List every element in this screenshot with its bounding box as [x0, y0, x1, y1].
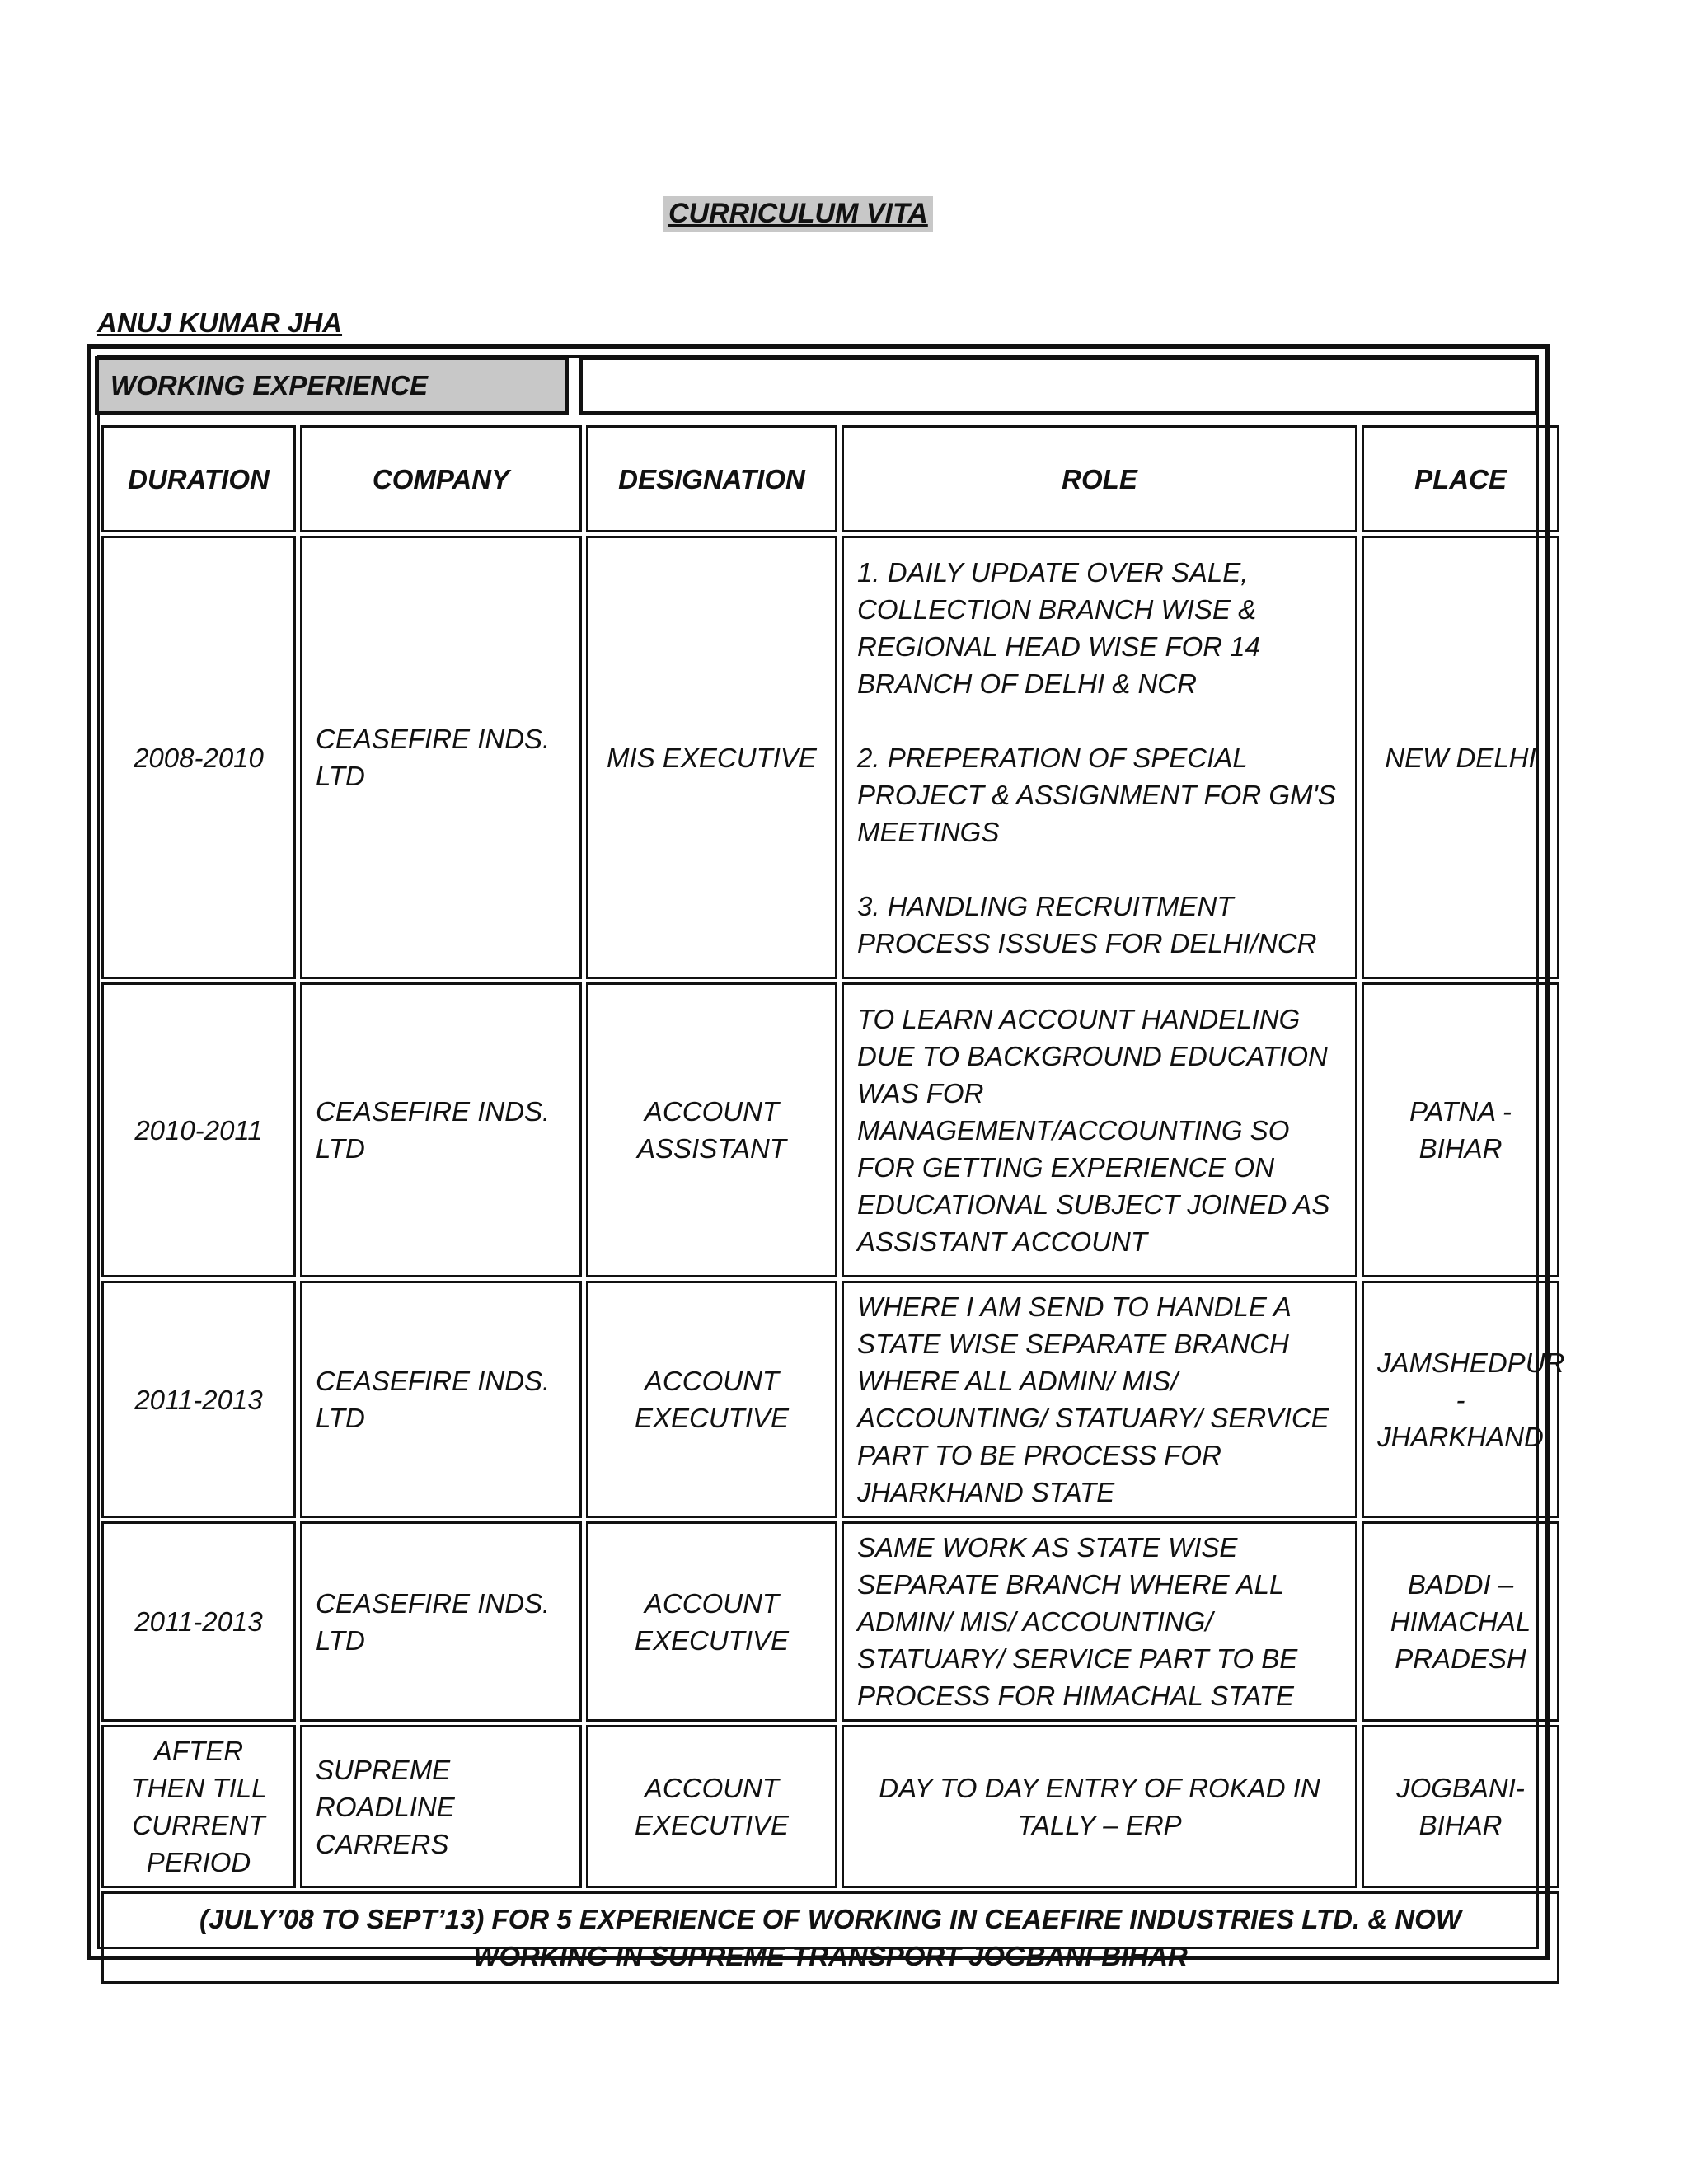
cell-company: CEASEFIRE INDS. LTD [300, 1281, 582, 1518]
cell-role [842, 536, 1357, 979]
section-label-blank-cell [579, 356, 1539, 415]
cell-company: CEASEFIRE INDS. LTD [300, 536, 582, 979]
header-role: ROLE [842, 425, 1357, 532]
table-row [101, 536, 1559, 979]
section-label: WORKING EXPERIENCE [95, 356, 569, 415]
header-place: PLACE [1362, 425, 1559, 532]
role-point: 2. PREPERATION OF SPECIAL PROJECT & ASSIGNMENT FOR GM'S MEETINGS [857, 742, 1336, 847]
candidate-name: ANUJ KUMAR JHA [97, 307, 343, 338]
header-company: COMPANY [300, 425, 582, 532]
cell-designation: ACCOUNT EXECUTIVE [586, 1725, 837, 1888]
cell-duration: 2011-2013 [101, 1521, 296, 1722]
cell-place: NEW DELHI [1362, 536, 1559, 979]
header-designation: DESIGNATION [586, 425, 837, 532]
table-row [101, 1281, 1559, 1518]
table-footer-row [101, 1891, 1559, 1984]
cell-designation: ACCOUNT EXECUTIVE [586, 1521, 837, 1722]
cell-place: PATNA -BIHAR [1362, 982, 1559, 1277]
cell-company: CEASEFIRE INDS. LTD [300, 1521, 582, 1722]
cell-role: TO LEARN ACCOUNT HANDELING DUE TO BACKGROUND EDUCATION WAS FOR MANAGEMENT/ACCOUNTING SO FOR GETTING EXPERIENCE ON EDUCATIONAL SUBJECT JOINED AS ASSISTANT ACCOUNT [842, 982, 1357, 1277]
cell-designation: MIS EXECUTIVE [586, 536, 837, 979]
cell-company: CEASEFIRE INDS. LTD [300, 982, 582, 1277]
table-row [101, 982, 1559, 1277]
cell-duration: 2010-2011 [101, 982, 296, 1277]
cell-duration: 2008-2010 [101, 536, 296, 979]
cell-designation: ACCOUNT EXECUTIVE [586, 1281, 837, 1518]
cell-company: SUPREME ROADLINE CARRERS [300, 1725, 582, 1888]
cell-place: JOGBANI-BIHAR [1362, 1725, 1559, 1888]
role-point: 3. HANDLING RECRUITMENT PROCESS ISSUES FOR DELHI/NCR [857, 890, 1317, 958]
cell-place: BADDI – HIMACHAL PRADESH [1362, 1521, 1559, 1722]
table-header-row [101, 425, 1559, 532]
experience-summary: (JULY’08 TO SEPT’13) FOR 5 EXPERIENCE OF WORKING IN CEAEFIRE INDUSTRIES LTD. & NOW WORKING IN SUPREME TRANSPORT JOGBANI-BIHAR [101, 1891, 1559, 1984]
document-title: CURRICULUM VITA [663, 196, 933, 232]
table-row [101, 1521, 1559, 1722]
cell-place: JAMSHEDPUR - JHARKHAND [1362, 1281, 1559, 1518]
header-duration: DURATION [101, 425, 296, 532]
role-point: 1. DAILY UPDATE OVER SALE, COLLECTION BRANCH WISE & REGIONAL HEAD WISE FOR 14 BRANCH OF DELHI & NCR [857, 556, 1261, 699]
experience-table [97, 422, 1564, 1987]
cell-role: WHERE I AM SEND TO HANDLE A STATE WISE SEPARATE BRANCH WHERE ALL ADMIN/ MIS/ ACCOUNTING/ STATUARY/ SERVICE PART TO BE PROCESS FOR JHARKHAND STATE [842, 1281, 1357, 1518]
cell-duration: AFTER THEN TILL CURRENT PERIOD [101, 1725, 296, 1888]
cell-duration: 2011-2013 [101, 1281, 296, 1518]
cell-role: SAME WORK AS STATE WISE SEPARATE BRANCH WHERE ALL ADMIN/ MIS/ ACCOUNTING/ STATUARY/ SERVICE PART TO BE PROCESS FOR HIMACHAL STATE [842, 1521, 1357, 1722]
cell-designation: ACCOUNT ASSISTANT [586, 982, 837, 1277]
table-row [101, 1725, 1559, 1888]
cell-role: DAY TO DAY ENTRY OF ROKAD IN TALLY – ERP [842, 1725, 1357, 1888]
